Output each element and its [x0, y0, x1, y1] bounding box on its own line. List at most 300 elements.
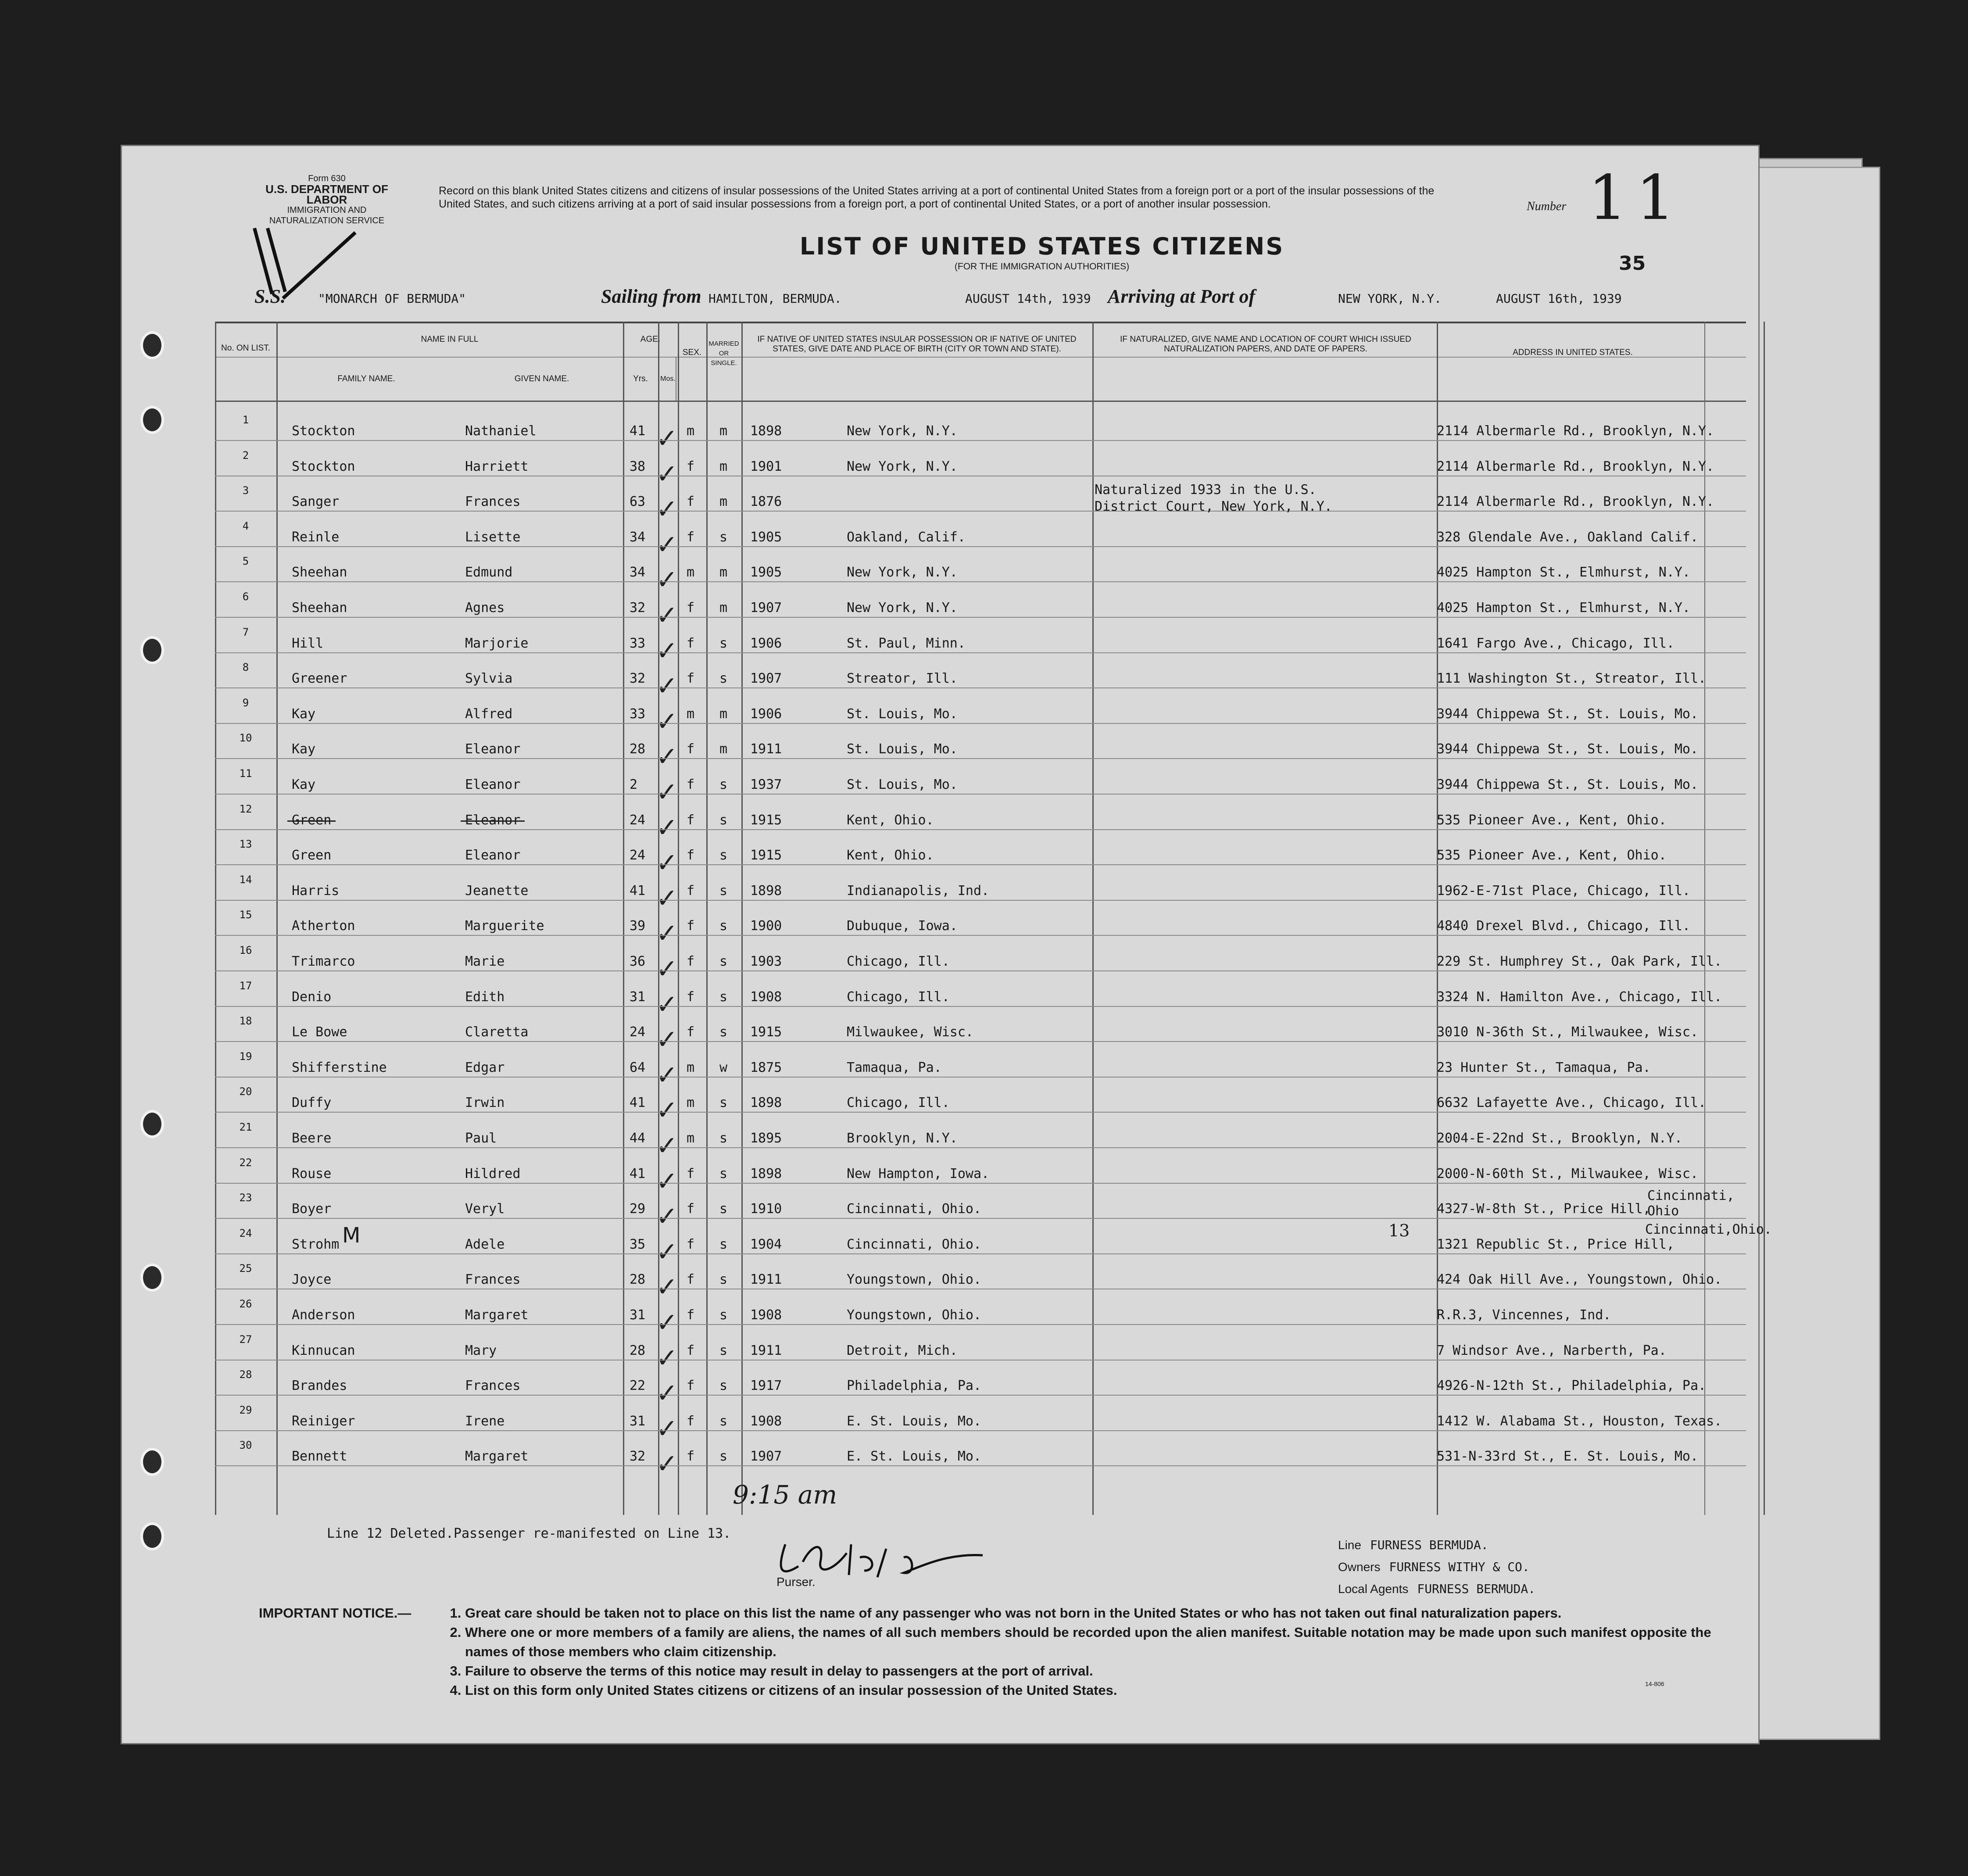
page-subtitle: (FOR THE IMMIGRATION AUTHORITIES) [954, 261, 1130, 272]
given-name: Edgar [465, 1060, 505, 1075]
marital-status: m [719, 706, 728, 722]
birth-year: 1904 [750, 1236, 782, 1252]
birth-place: Detroit, Mich. [847, 1343, 958, 1358]
given-name: Adele [465, 1236, 505, 1252]
row-number: 11 [239, 767, 252, 780]
sex: m [687, 1095, 695, 1111]
age-years: 35 [630, 1236, 646, 1252]
table-row [215, 511, 1746, 560]
marital-status: s [719, 812, 728, 828]
birth-year: 1911 [750, 741, 782, 757]
given-name: Mary [465, 1343, 497, 1358]
row-number: 6 [242, 591, 249, 603]
sex: f [687, 848, 695, 863]
sex: f [687, 812, 695, 828]
row-divider [215, 1465, 1746, 1466]
header-address: ADDRESS IN UNITED STATES. [1513, 348, 1633, 357]
check-mark: ✓ [656, 883, 678, 914]
birth-place: Brooklyn, N.Y. [847, 1131, 958, 1146]
cincinnati-note-a: Cincinnati, Ohio [1647, 1188, 1735, 1219]
check-mark: ✓ [656, 423, 678, 454]
owners-label: Owners [1338, 1560, 1381, 1574]
check-mark: ✓ [656, 1024, 678, 1056]
given-name: Nathaniel [465, 423, 537, 439]
header-birth: IF NATIVE OF UNITED STATES INSULAR POSSESSION OR IF NATIVE OF UNITED STATES, GIVE DATE AND PLACE OF BIRTH (CITY OR TOWN AND STATE). [757, 335, 1077, 354]
given-name: Sylvia [465, 671, 513, 687]
table-row [215, 1325, 1746, 1374]
row-number: 9 [242, 696, 249, 709]
sex: f [687, 1201, 695, 1217]
age-years: 24 [630, 848, 646, 863]
marital-status: m [719, 423, 728, 439]
sex: f [687, 1343, 695, 1358]
given-name: Marjorie [465, 635, 529, 651]
check-mark: ✓ [656, 671, 678, 702]
cincinnati-note-b: Cincinnati,Ohio. [1645, 1222, 1772, 1237]
address: 328 Glendale Ave., Oakland Calif. [1437, 529, 1699, 545]
birth-place: E. St. Louis, Mo. [847, 1413, 982, 1429]
notice-item: 1. Great care should be taken not to place on this list the name of any passenger who was not born in the United States or who has not taken out final naturalization papers. [465, 1604, 1724, 1623]
family-name: Anderson [292, 1307, 355, 1323]
marital-status: m [719, 494, 728, 510]
given-name: Irwin [465, 1095, 505, 1111]
binder-hole [140, 1448, 164, 1476]
row-number: 26 [239, 1298, 252, 1310]
marital-status: s [719, 635, 728, 651]
family-name: Bennett [292, 1449, 347, 1464]
address: 229 St. Humphrey St., Oak Park, Ill. [1437, 954, 1722, 969]
age-years: 38 [630, 458, 646, 474]
line-label: Line [1338, 1538, 1361, 1552]
check-mark: ✓ [656, 565, 678, 596]
address: 2000-N-60th St., Milwaukee, Wisc. [1437, 1166, 1699, 1181]
given-name: Eleanor [465, 848, 521, 863]
family-name: Shifferstine [292, 1060, 387, 1075]
birth-place: Indianapolis, Ind. [847, 883, 990, 899]
table-row [215, 1218, 1746, 1267]
row-number: 7 [242, 626, 249, 638]
check-mark: ✓ [656, 1131, 678, 1161]
age-years: 32 [630, 600, 646, 616]
sex: f [687, 883, 695, 899]
given-name: Frances [465, 494, 521, 510]
birth-year: 1898 [750, 1166, 782, 1181]
given-name: Jeanette [465, 883, 529, 899]
given-name: Irene [465, 1413, 505, 1429]
check-mark: ✓ [656, 812, 678, 843]
sex: f [687, 1378, 695, 1394]
age-years: 32 [630, 671, 646, 687]
sex: m [687, 1131, 695, 1146]
birth-year: 1876 [750, 494, 782, 510]
birth-year: 1903 [750, 954, 782, 969]
arrival-date: AUGUST 16th, 1939 [1496, 291, 1622, 306]
table-row [215, 1112, 1746, 1161]
birth-place: Chicago, Ill. [847, 1095, 950, 1111]
birth-year: 1898 [750, 1095, 782, 1111]
marital-status: s [719, 529, 728, 545]
address: 3324 N. Hamilton Ave., Chicago, Ill. [1437, 989, 1722, 1005]
check-mark: ✓ [656, 1378, 678, 1409]
service-name: IMMIGRATION AND NATURALIZATION SERVICE [269, 205, 385, 226]
address: 23 Hunter St., Tamaqua, Pa. [1437, 1060, 1651, 1075]
owners-value: FURNESS WITHY & CO. [1389, 1560, 1530, 1574]
address: 111 Washington St., Streator, Ill. [1437, 671, 1707, 687]
family-name: Denio [292, 989, 332, 1005]
table-row [215, 900, 1746, 949]
family-name: Reinle [292, 529, 340, 545]
agents-field [1338, 1582, 1535, 1596]
row-number: 30 [239, 1439, 252, 1452]
marital-status: m [719, 741, 728, 757]
address: R.R.3, Vincennes, Ind. [1437, 1307, 1611, 1323]
check-mark: ✓ [656, 1272, 678, 1303]
address: 3944 Chippewa St., St. Louis, Mo. [1437, 706, 1699, 722]
table-row [215, 829, 1746, 879]
check-mark: ✓ [656, 1095, 678, 1126]
family-name: Reiniger [292, 1413, 355, 1429]
header-family-name: FAMILY NAME. [337, 374, 395, 383]
age-years: 28 [630, 1272, 646, 1288]
birth-place: Chicago, Ill. [847, 989, 950, 1005]
marital-status: s [719, 918, 728, 934]
marital-status: s [719, 1307, 728, 1323]
table-row [215, 1289, 1746, 1338]
sex: f [687, 600, 695, 616]
header-sex: SEX. [682, 348, 702, 357]
sex: f [687, 494, 695, 510]
family-name: Beere [292, 1131, 332, 1146]
sex: f [687, 741, 695, 757]
row-number: 14 [239, 873, 252, 886]
header-given-name: GIVEN NAME. [514, 374, 569, 383]
binder-hole [140, 1264, 164, 1292]
sex: f [687, 918, 695, 934]
birth-year: 1905 [750, 565, 782, 580]
address: 535 Pioneer Ave., Kent, Ohio. [1437, 812, 1667, 828]
marital-status: s [719, 1024, 728, 1040]
age-years: 33 [630, 635, 646, 651]
address: 7 Windsor Ave., Narberth, Pa. [1437, 1343, 1667, 1358]
marital-status: s [719, 1236, 728, 1252]
address: 1412 W. Alabama St., Houston, Texas. [1437, 1413, 1722, 1429]
check-mark: ✓ [656, 741, 678, 773]
birth-year: 1910 [750, 1201, 782, 1217]
family-name: Kay [292, 706, 316, 722]
binder-hole [140, 406, 164, 434]
birth-place: Youngstown, Ohio. [847, 1272, 982, 1288]
family-name: Rouse [292, 1166, 332, 1181]
family-name: Atherton [292, 918, 355, 934]
age-years: 36 [630, 954, 646, 969]
row-number: 13 [239, 838, 252, 851]
table-row [215, 759, 1746, 808]
check-mark: ✓ [656, 848, 678, 879]
sailing-label: Sailing from [601, 286, 701, 307]
birth-year: 1898 [750, 423, 782, 439]
strohm-correction: M [342, 1223, 361, 1248]
given-name: Veryl [465, 1201, 505, 1217]
table-row [215, 617, 1746, 666]
birth-place: New York, N.Y. [847, 600, 958, 616]
sex: f [687, 671, 695, 687]
address: 3010 N-36th St., Milwaukee, Wisc. [1437, 1024, 1699, 1040]
check-mark: ✓ [656, 954, 678, 985]
passenger-table [215, 322, 1772, 1515]
family-name: Greener [292, 671, 347, 687]
age-years: 31 [630, 989, 646, 1005]
check-mark: ✓ [656, 529, 678, 560]
naturalization-line-1: Naturalized 1933 in the U.S. [1095, 482, 1317, 498]
table-row [215, 723, 1746, 773]
birth-year: 1915 [750, 1024, 782, 1040]
sex: f [687, 1413, 695, 1429]
birth-place: Kent, Ohio. [847, 812, 934, 828]
birth-place: New York, N.Y. [847, 565, 958, 580]
number-label: Number [1527, 200, 1567, 213]
address: 6632 Lafayette Ave., Chicago, Ill. [1437, 1095, 1707, 1111]
sex: f [687, 1307, 695, 1323]
age-years: 63 [630, 494, 646, 510]
family-name: Sanger [292, 494, 340, 510]
table-row [215, 546, 1746, 596]
row-number: 20 [239, 1085, 252, 1098]
address: 4025 Hampton St., Elmhurst, N.Y. [1437, 565, 1690, 580]
sex: f [687, 458, 695, 474]
binder-hole [140, 331, 164, 359]
birth-place: St. Louis, Mo. [847, 741, 958, 757]
birth-year: 1906 [750, 635, 782, 651]
birth-year: 1906 [750, 706, 782, 722]
birth-year: 1900 [750, 918, 782, 934]
birth-year: 1898 [750, 883, 782, 899]
table-row [215, 865, 1746, 914]
birth-year: 1908 [750, 1413, 782, 1429]
given-name: Marguerite [465, 918, 544, 934]
row-number: 10 [239, 732, 252, 745]
sex: f [687, 989, 695, 1005]
sex: f [687, 529, 695, 545]
row-number: 4 [242, 519, 249, 532]
page-title: LIST OF UNITED STATES CITIZENS [799, 233, 1285, 260]
address: 4327-W-8th St., Price Hill, [1437, 1201, 1651, 1217]
age-years: 24 [630, 812, 646, 828]
address: 1321 Republic St., Price Hill, [1437, 1236, 1675, 1252]
age-years: 24 [630, 1024, 646, 1040]
age-years: 31 [630, 1307, 646, 1323]
sex: f [687, 1449, 695, 1464]
row-number: 29 [239, 1403, 252, 1416]
birth-place: Youngstown, Ohio. [847, 1307, 982, 1323]
age-years: 2 [630, 777, 638, 792]
age-years: 44 [630, 1131, 646, 1146]
given-name: Agnes [465, 600, 505, 616]
age-years: 33 [630, 706, 646, 722]
line-field [1338, 1538, 1489, 1552]
purser-label: Purser. [776, 1575, 816, 1589]
form-code: 14-806 [1645, 1680, 1664, 1687]
birth-place: St. Louis, Mo. [847, 706, 958, 722]
birth-year: 1911 [750, 1272, 782, 1288]
marital-status: s [719, 1413, 728, 1429]
family-name: Sheehan [292, 565, 347, 580]
birth-year: 1901 [750, 458, 782, 474]
notice-item: 2. Where one or more members of a family are aliens, the names of all such members should be recorded upon the alien manifest. Suitable notation may be made upon such manifest opposite the names of those members who claim citizenship. [465, 1623, 1724, 1661]
sex: f [687, 1024, 695, 1040]
owners-field [1338, 1560, 1530, 1574]
family-name: Green [292, 812, 332, 828]
row-number: 2 [242, 449, 249, 462]
birth-year: 1907 [750, 600, 782, 616]
address: 2114 Albermarle Rd., Brooklyn, N.Y. [1437, 494, 1714, 510]
address: 1641 Fargo Ave., Chicago, Ill. [1437, 635, 1675, 651]
agents-value: FURNESS BERMUDA. [1417, 1582, 1536, 1596]
check-mark: ✓ [656, 1166, 678, 1197]
birth-place: St. Paul, Minn. [847, 635, 966, 651]
check-mark: ✓ [656, 706, 678, 737]
given-name: Alfred [465, 706, 513, 722]
birth-year: 1917 [750, 1378, 782, 1394]
age-years: 39 [630, 918, 646, 934]
check-mark: ✓ [656, 989, 678, 1020]
sex: f [687, 777, 695, 792]
given-name: Margaret [465, 1449, 529, 1464]
age-years: 29 [630, 1201, 646, 1217]
naturalization-line-2: District Court, New York, N.Y. [1095, 499, 1332, 514]
sex: f [687, 1272, 695, 1288]
check-mark: ✓ [656, 1307, 678, 1338]
birth-place: New York, N.Y. [847, 423, 958, 439]
notice-item: 4. List on this form only United States citizens or citizens of an insular possession of the United States. [465, 1681, 1724, 1700]
table-row [215, 1395, 1746, 1444]
ss-label: S.S. [254, 286, 286, 307]
handwritten-time: 9:15 am [733, 1480, 837, 1510]
header-yrs: Yrs. [633, 374, 648, 383]
binder-hole [140, 1522, 164, 1550]
age-years: 34 [630, 529, 646, 545]
family-name: Stockton [292, 423, 355, 439]
birth-place: Streator, Ill. [847, 671, 958, 687]
row-number: 18 [239, 1015, 252, 1028]
notice-label: IMPORTANT NOTICE.— [259, 1605, 411, 1621]
address: 4926-N-12th St., Philadelphia, Pa. [1437, 1378, 1707, 1394]
row-number: 16 [239, 944, 252, 956]
address: 531-N-33rd St., E. St. Louis, Mo. [1437, 1449, 1699, 1464]
sailing-port: HAMILTON, BERMUDA. [708, 291, 842, 306]
header-married: MARRIED OR SINGLE. [708, 340, 739, 367]
sex: m [687, 565, 695, 580]
sex: m [687, 1060, 695, 1075]
age-years: 64 [630, 1060, 646, 1075]
sex: f [687, 1236, 695, 1252]
address: 535 Pioneer Ave., Kent, Ohio. [1437, 848, 1667, 863]
table-row [215, 652, 1746, 702]
given-name: Eleanor [465, 741, 521, 757]
given-name: Harriett [465, 458, 529, 474]
family-name: Duffy [292, 1095, 332, 1111]
given-name: Marie [465, 954, 505, 969]
marital-status: s [719, 1378, 728, 1394]
given-name: Frances [465, 1272, 521, 1288]
address: 3944 Chippewa St., St. Louis, Mo. [1437, 741, 1699, 757]
birth-year: 1875 [750, 1060, 782, 1075]
birth-year: 1915 [750, 848, 782, 863]
birth-place: New York, N.Y. [847, 458, 958, 474]
row-number: 23 [239, 1192, 252, 1204]
row-number: 5 [242, 555, 249, 568]
row-number: 12 [239, 802, 252, 815]
address: 4025 Hampton St., Elmhurst, N.Y. [1437, 600, 1690, 616]
table-row [215, 1148, 1746, 1197]
birth-place: Milwaukee, Wisc. [847, 1024, 973, 1040]
birth-year: 1907 [750, 671, 782, 687]
given-name: Eleanor [465, 812, 521, 828]
marital-status: s [719, 848, 728, 863]
birth-year: 1908 [750, 989, 782, 1005]
naturalization-note [1095, 482, 1332, 515]
given-name: Lisette [465, 529, 521, 545]
row-number: 21 [239, 1121, 252, 1133]
stamp-number: 35 [1619, 252, 1646, 275]
sex: f [687, 954, 695, 969]
form-identifier [254, 173, 399, 226]
marital-status: m [719, 600, 728, 616]
marital-status: s [719, 777, 728, 792]
sex: f [687, 635, 695, 651]
birth-place: Kent, Ohio. [847, 848, 934, 863]
row-number: 28 [239, 1368, 252, 1381]
family-name: Le Bowe [292, 1024, 347, 1040]
table-row [215, 971, 1746, 1020]
row-number: 27 [239, 1333, 252, 1346]
birth-place: Dubuque, Iowa. [847, 918, 958, 934]
family-name: Green [292, 848, 332, 863]
margin-number: 13 [1388, 1221, 1410, 1240]
table-row [215, 1006, 1746, 1056]
list-number: 11 [1588, 162, 1684, 234]
birth-year: 1915 [750, 812, 782, 828]
age-years: 41 [630, 423, 646, 439]
marital-status: m [719, 565, 728, 580]
sex: f [687, 1166, 695, 1181]
notice-item: 3. Failure to observe the terms of this notice may result in delay to passengers at the port of arrival. [465, 1661, 1724, 1681]
row-number: 19 [239, 1050, 252, 1063]
check-mark: ✓ [656, 1060, 678, 1091]
marital-status: w [719, 1060, 728, 1075]
table-row [215, 1077, 1746, 1126]
birth-place: Cincinnati, Ohio. [847, 1201, 982, 1217]
ship-name: "MONARCH OF BERMUDA" [318, 291, 466, 306]
age-years: 22 [630, 1378, 646, 1394]
address: 1962-E-71st Place, Chicago, Ill. [1437, 883, 1690, 899]
birth-place: E. St. Louis, Mo. [847, 1449, 982, 1464]
table-row [215, 476, 1746, 525]
header-mos: Mos. [660, 375, 676, 383]
birth-place: St. Louis, Mo. [847, 777, 958, 792]
family-name: Sheehan [292, 600, 347, 616]
marital-status: s [719, 671, 728, 687]
family-name: Kay [292, 777, 316, 792]
row-number: 22 [239, 1156, 252, 1169]
agents-label: Local Agents [1338, 1582, 1409, 1596]
given-name: Eleanor [465, 777, 521, 792]
given-name: Margaret [465, 1307, 529, 1323]
row-number: 25 [239, 1262, 252, 1275]
check-mark: ✓ [656, 635, 678, 666]
birth-place: New Hampton, Iowa. [847, 1166, 990, 1181]
row-number: 24 [239, 1227, 252, 1239]
check-mark: ✓ [656, 600, 678, 631]
